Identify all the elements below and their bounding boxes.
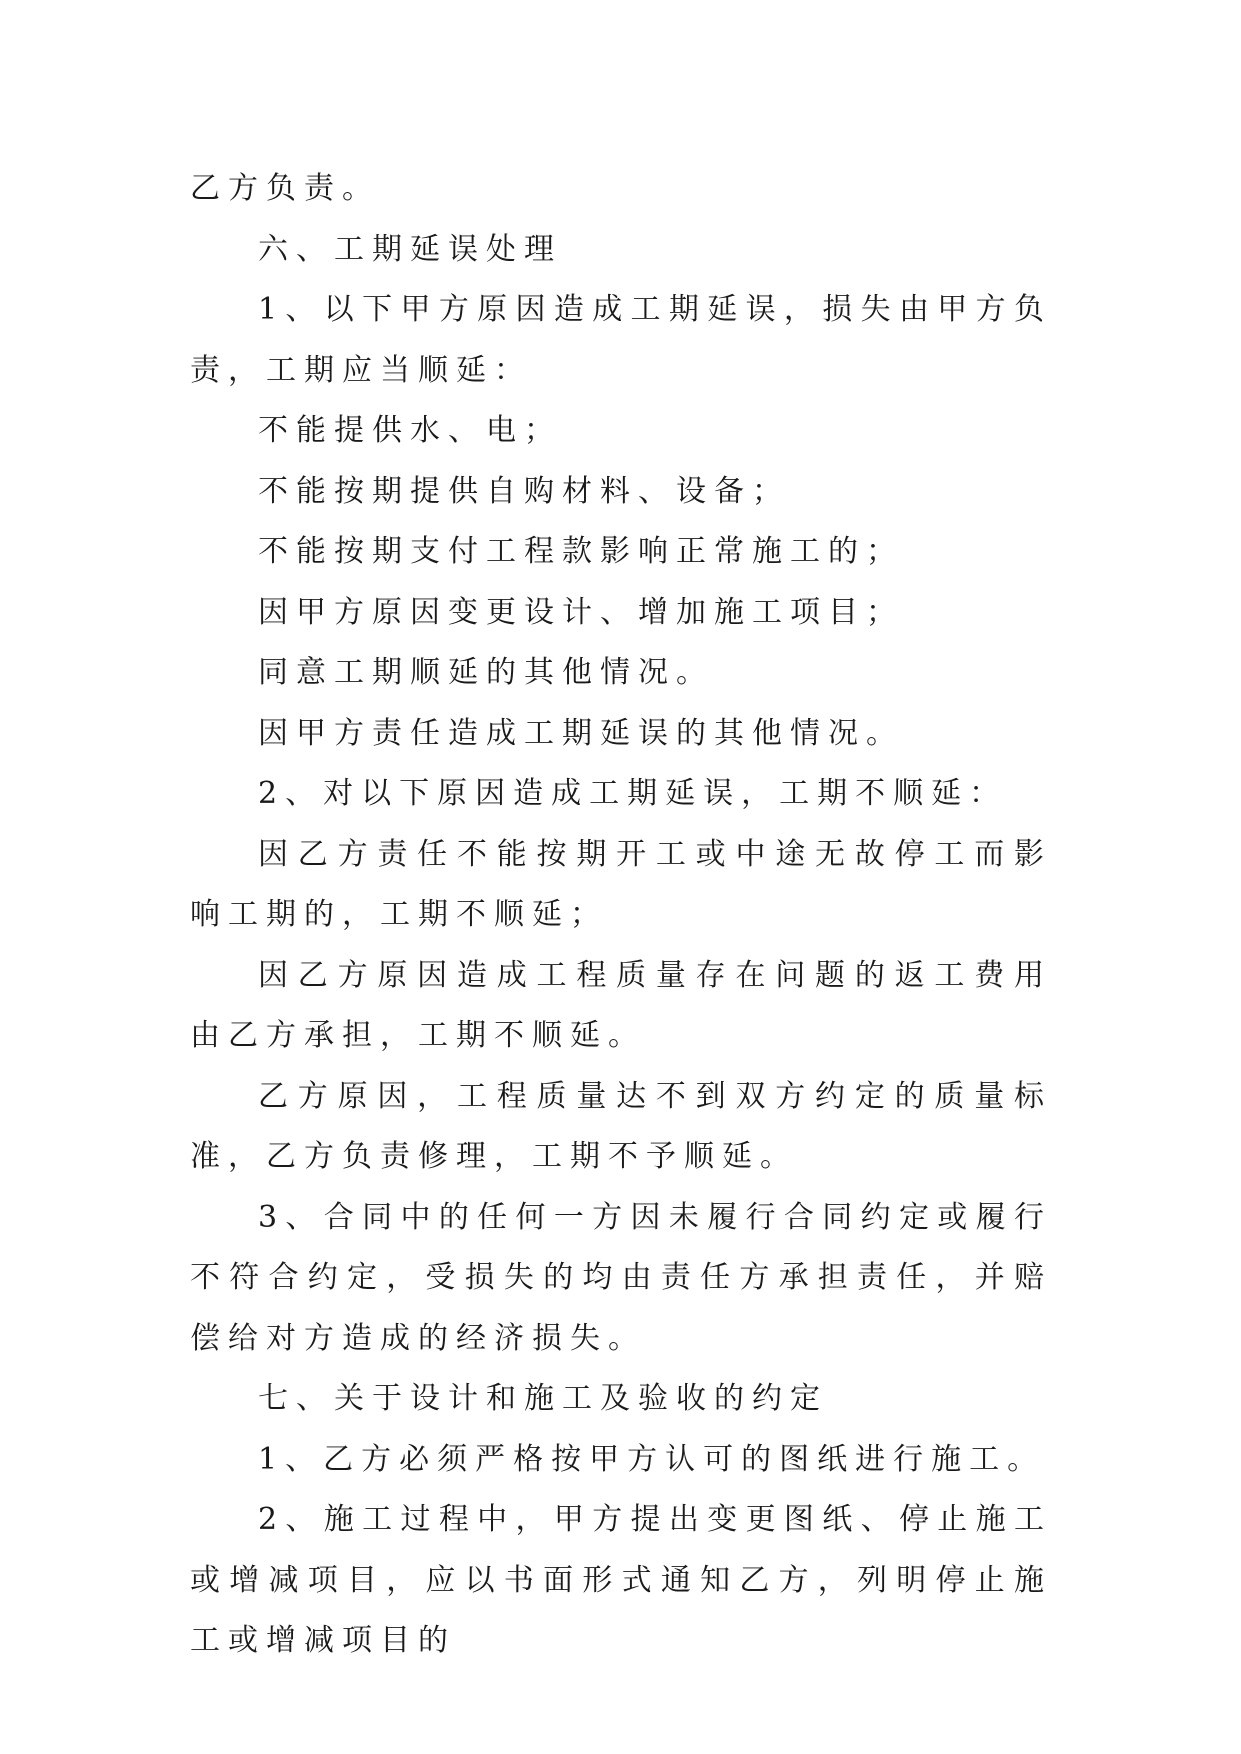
paragraph: 乙方负责。 xyxy=(190,171,380,206)
list-item: 因乙方原因造成工程质量存在问题的返工费用由乙方承担，工期不顺延。 xyxy=(190,957,1052,1053)
list-item: 同意工期顺延的其他情况。 xyxy=(258,655,714,690)
paragraph: 2、施工过程中，甲方提出变更图纸、停止施工或增减项目，应以书面形式通知乙方，列明停止施工或增减项目的 xyxy=(190,1502,1052,1658)
list-item: 不能按期支付工程款影响正常施工的； xyxy=(258,534,904,569)
section-heading: 七、关于设计和施工及验收的约定 xyxy=(258,1381,828,1416)
paragraph: 1、以下甲方原因造成工期延误，损失由甲方负责，工期应当顺延： xyxy=(190,292,1052,388)
list-item: 乙方原因，工程质量达不到双方约定的质量标准，乙方负责修理，工期不予顺延。 xyxy=(190,1078,1052,1174)
list-item: 因甲方原因变更设计、增加施工项目； xyxy=(258,594,904,630)
list-item: 因甲方责任造成工期延误的其他情况。 xyxy=(258,715,904,751)
list-item: 因乙方责任不能按期开工或中途无故停工而影响工期的，工期不顺延； xyxy=(190,836,1052,932)
section-heading: 六、工期延误处理 xyxy=(258,231,562,267)
paragraph: 3、合同中的任何一方因未履行合同约定或履行不符合约定，受损失的均由责任方承担责任，并赔偿给对方造成的经济损失。 xyxy=(190,1199,1052,1356)
document-body xyxy=(190,159,1052,1672)
paragraph: 1、乙方必须严格按甲方认可的图纸进行施工。 xyxy=(258,1441,1046,1477)
paragraph: 2、对以下原因造成工期延误，工期不顺延： xyxy=(258,776,1008,811)
list-item: 不能按期提供自购材料、设备； xyxy=(258,473,790,509)
list-item: 不能提供水、电； xyxy=(258,413,562,448)
